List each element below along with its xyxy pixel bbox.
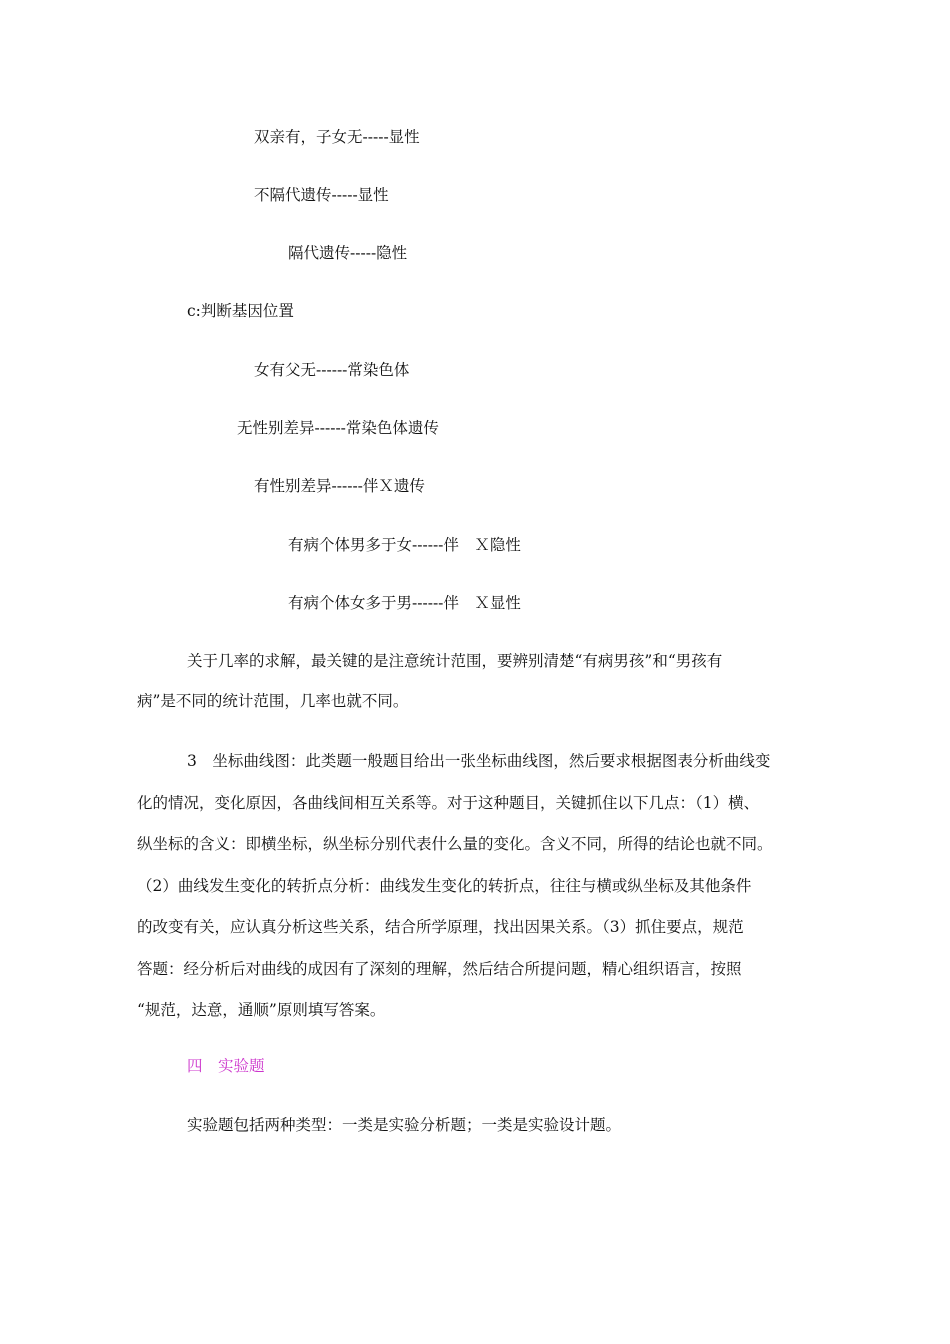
paragraph-coordinate-curve	[137, 741, 817, 1032]
paragraph-row: “规范，达意，通顺”原则填写答案。	[137, 1001, 386, 1019]
rule-line-1: 双亲有，子女无-----显性	[254, 128, 420, 146]
paragraph-row: 病”是不同的统计范围，几率也就不同。	[137, 692, 409, 710]
paragraph-row: 化的情况，变化原因，各曲线间相互关系等。对于这种题目，关键抓住以下几点：（1）横、	[137, 793, 760, 812]
paragraph-row: （2）曲线发生变化的转折点分析：曲线发生变化的转折点，往往与横或纵坐标及其他条件	[137, 876, 752, 895]
paragraph-row: 纵坐标的含义：即横坐标，纵坐标分别代表什么量的变化。含义不同，所得的结论也就不同。	[137, 835, 773, 853]
paragraph-row: 关于几率的求解，最关键的是注意统计范围，要辨别清楚“有病男孩”和“男孩有	[187, 652, 723, 670]
paragraph-row: 3 坐标曲线图：此类题一般题目给出一张坐标曲线图，然后要求根据图表分析曲线变	[187, 752, 771, 770]
paragraph-row: 答题：经分析后对曲线的成因有了深刻的理解，然后结合所提问题，精心组织语言，按照	[137, 959, 742, 978]
rule-line-5: 女有父无------常染色体	[254, 361, 410, 379]
rule-line-9: 有病个体女多于男------伴 Ｘ显性	[288, 594, 521, 612]
rule-line-8: 有病个体男多于女------伴 Ｘ隐性	[288, 536, 521, 554]
section-heading: 四 实验题	[187, 1057, 265, 1075]
paragraph-probability	[137, 641, 817, 721]
rule-line-6: 无性别差异------常染色体遗传	[237, 419, 439, 437]
paragraph-row: 的改变有关，应认真分析这些关系，结合所学原理，找出因果关系。（3）抓住要点，规范	[137, 918, 744, 936]
rule-line-7: 有性别差异------伴Ｘ遗传	[254, 477, 425, 495]
paragraph-experiment: 实验题包括两种类型：一类是实验分析题；一类是实验设计题。	[187, 1116, 622, 1134]
rule-line-3: 隔代遗传-----隐性	[288, 244, 408, 262]
rule-line-2: 不隔代遗传-----显性	[254, 186, 389, 204]
subsection-label: c:判断基因位置	[187, 302, 294, 320]
